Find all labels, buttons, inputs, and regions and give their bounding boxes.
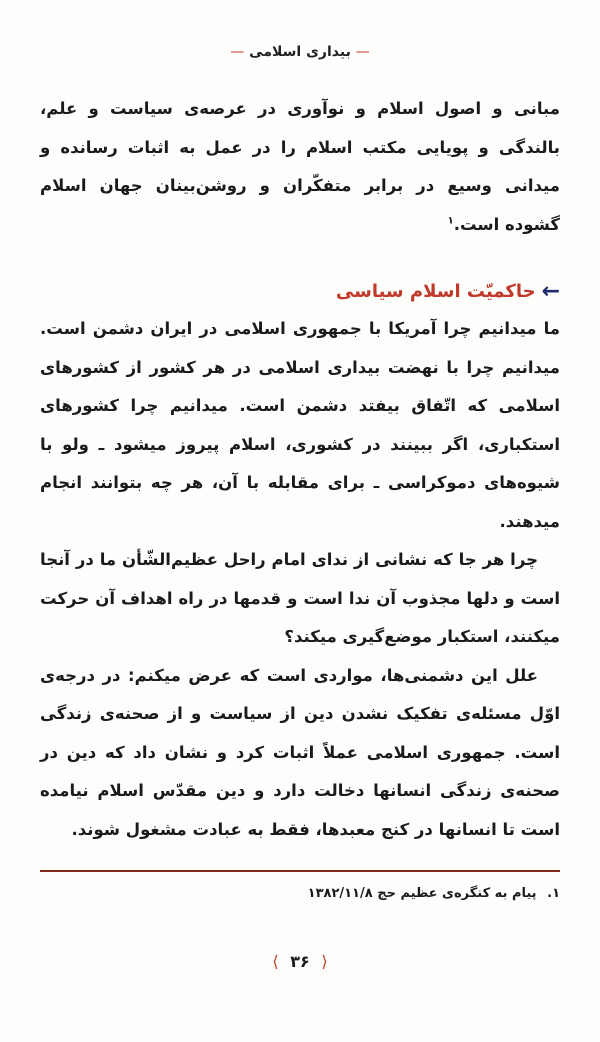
paragraph: علل این دشمنی‌ها، مواردی است که عرض میکنم: در درجه‌ی اوّل مسئله‌ی تفکیک نشدن دین از سیاست و از صحنه‌ی زندگی است. جمهوری اسلامی عملاً اثبات کرد و نشان داد که دین در صحنه‌ی زندگی انسانها دخالت دارد و دین مقدّس اسلام نیامده است تا انسانها در کنج معبدها، فقط به عبادت مشغول شوند.: [40, 665, 560, 839]
footnote: [40, 883, 560, 905]
footnote-reference: ۱: [447, 215, 454, 226]
footnote-text: پیام به کنگره‌ی عظیم حج ۱۳۸۲/۱۱/۸: [307, 886, 537, 901]
body-text: [40, 90, 560, 849]
running-title: بیداری اسلامی: [249, 44, 351, 60]
paragraph-intro-text: مبانی و اصول اسلام و نوآوری در عرصه‌ی سیاست و علم، بالندگی و پویایی مکتب اسلام را در عمل به اثبات رسانده و میدانی وسیع در برابر متفکّران و روشن‌بینان جهان اسلام گشوده است.: [40, 99, 560, 234]
section-heading: [40, 274, 560, 310]
paragraph-intro: [40, 90, 560, 244]
header-dash-right: —: [355, 44, 370, 60]
section-heading-text: حاکمیّت اسلام سیاسی: [335, 281, 536, 302]
paragraph: چرا هر جا که نشانی از ندای امام راحل عظیم‌الشّأن ما در آنجا است و دلها مجذوب آن ندا است و قدمها در راه اهداف آن حرکت میکنند، استکبار موضع‌گیری میکند؟: [40, 550, 560, 646]
footnote-number: ۱.: [547, 886, 560, 901]
paragraph: ما میدانیم چرا آمریکا با جمهوری اسلامی در ایران دشمن است. میدانیم چرا با نهضت بیداری اسلامی در هر کشور از کشورهای اسلامی که اتّفاق بیفتد دشمن است. میدانیم چرا کشورهای استکباری، اگر ببینند در کشوری، اسلام پیروز میشود ـ ولو با شیوه‌های دموکراسی ـ برای مقابله با آن، هر چه بتوانند انجام میدهند.: [40, 319, 560, 531]
chevron-right-icon: ⟩: [321, 952, 328, 971]
header-dash-left: —: [230, 44, 245, 60]
footnote-divider: [40, 870, 560, 872]
arrow-left-icon: ←: [541, 279, 560, 304]
page-number: [0, 952, 600, 971]
page-number-text: ۳۶: [290, 952, 310, 971]
running-header: [0, 44, 600, 60]
chevron-left-icon: ⟨: [272, 952, 279, 971]
